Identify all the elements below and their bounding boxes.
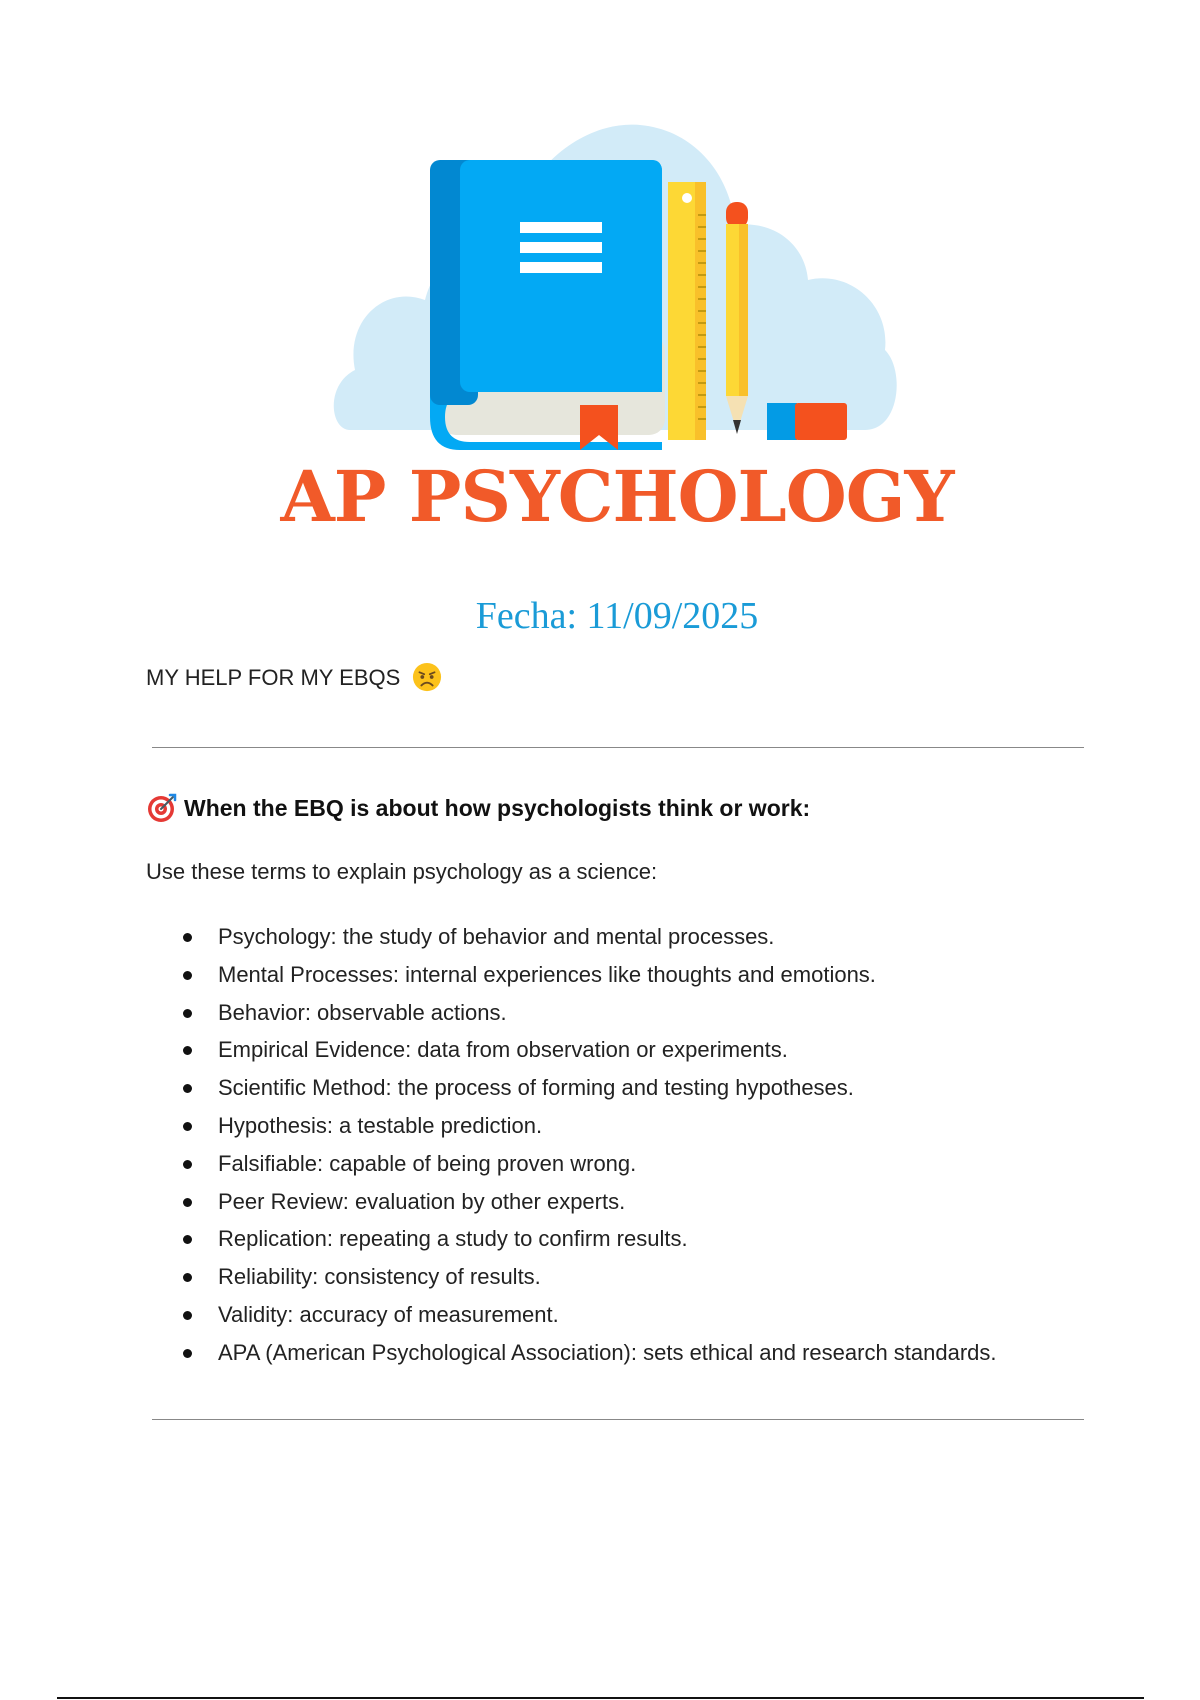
section-heading	[146, 793, 810, 824]
document-title: AP PSYCHOLOGY	[280, 455, 954, 538]
page-bottom-rule	[57, 1697, 1144, 1699]
list-item	[180, 1220, 1140, 1258]
header-illustration	[330, 120, 910, 460]
list-item-text: Reliability: consistency of results.	[218, 1264, 541, 1290]
list-item	[180, 1069, 1140, 1107]
bullet-icon	[183, 1273, 192, 1282]
term-list	[180, 918, 1140, 1372]
list-item	[180, 1107, 1140, 1145]
list-item-text: Peer Review: evaluation by other experts.	[218, 1188, 626, 1214]
bullet-icon	[183, 1198, 192, 1207]
list-item-text: Validity: accuracy of measurement.	[218, 1301, 559, 1327]
list-item-text: APA (American Psychological Association): sets ethical and research standards.	[218, 1339, 997, 1365]
list-item	[180, 1031, 1140, 1069]
list-item	[180, 1296, 1140, 1334]
list-item-text: Falsifiable: capable of being proven wrong.	[218, 1150, 637, 1176]
book-face	[460, 160, 662, 392]
book-line-1	[520, 222, 602, 233]
list-item	[180, 1183, 1140, 1221]
list-item-text: Empirical Evidence: data from observation or experiments.	[218, 1037, 788, 1063]
book-line-3	[520, 262, 602, 273]
ruler-icon	[668, 182, 706, 440]
bullet-icon	[183, 1311, 192, 1320]
list-item	[180, 918, 1140, 956]
bullet-icon	[183, 1349, 192, 1358]
pencil-shade	[739, 224, 748, 396]
list-item-text: Hypothesis: a testable prediction.	[218, 1112, 543, 1138]
list-item	[180, 1258, 1140, 1296]
bullet-icon	[183, 1046, 192, 1055]
list-item-text: Scientific Method: the process of forming and testing hypotheses.	[218, 1075, 854, 1101]
book-icon	[430, 160, 665, 450]
list-item	[180, 994, 1140, 1032]
section-heading-text: When the EBQ is about how psychologists think or work:	[184, 795, 811, 821]
eraser-orange	[795, 403, 847, 440]
list-item	[180, 1145, 1140, 1183]
list-item-text: Behavior: observable actions.	[218, 999, 507, 1025]
section-intro: Use these terms to explain psychology as a science:	[146, 859, 658, 884]
list-item	[180, 1334, 1140, 1372]
bullet-icon	[183, 1160, 192, 1169]
eraser-blue	[767, 403, 797, 440]
list-item-text: Replication: repeating a study to confirm results.	[218, 1226, 688, 1252]
eraser-icon	[767, 403, 847, 440]
intro-note	[146, 664, 442, 692]
worried-face-icon	[412, 662, 442, 692]
intro-note-text: MY HELP FOR MY EBQS	[146, 665, 401, 690]
target-icon	[146, 792, 178, 824]
bullet-icon	[183, 933, 192, 942]
section-divider-top	[152, 747, 1084, 748]
list-item	[180, 956, 1140, 994]
bullet-icon	[183, 1122, 192, 1131]
bullet-icon	[183, 1235, 192, 1244]
document-date: Fecha: 11/09/2025	[475, 595, 759, 637]
bullet-icon	[183, 971, 192, 980]
pencil-icon	[726, 202, 748, 434]
section-divider-bottom	[152, 1419, 1084, 1420]
book-line-2	[520, 242, 602, 253]
bullet-icon	[183, 1009, 192, 1018]
bullet-icon	[183, 1084, 192, 1093]
list-item-text: Mental Processes: internal experiences like thoughts and emotions.	[218, 961, 876, 987]
list-item-text: Psychology: the study of behavior and mental processes.	[218, 924, 775, 949]
ruler-hole	[682, 193, 692, 203]
